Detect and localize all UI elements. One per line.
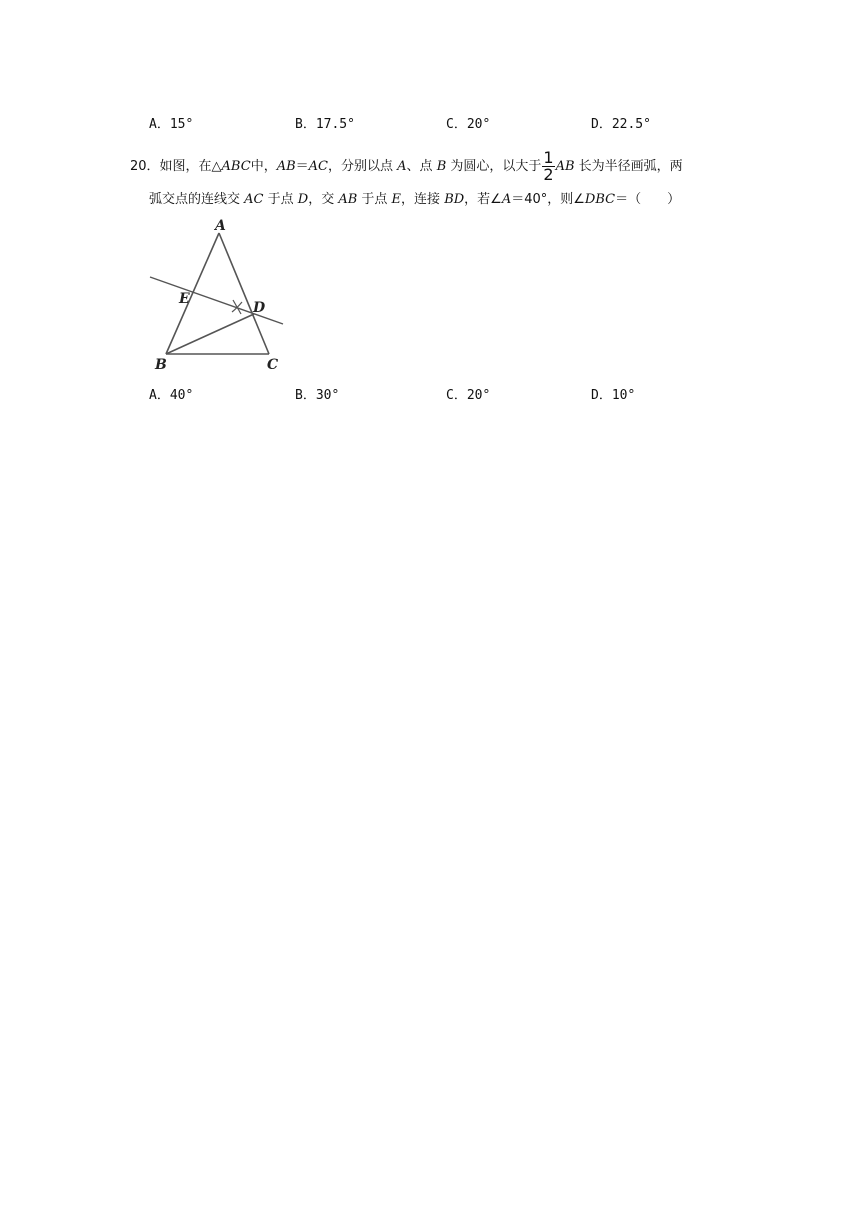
fraction-one-half xyxy=(542,150,554,183)
stem-text: 如图，在△ xyxy=(159,159,222,174)
stem-text: 中， xyxy=(250,159,277,174)
label-e: E xyxy=(179,291,190,307)
fraction-denominator: 2 xyxy=(543,165,554,184)
previous-question-options xyxy=(149,113,769,133)
segment-bd xyxy=(166,314,254,354)
side-ab xyxy=(166,233,219,354)
option-c[interactable]: C．20° xyxy=(446,388,491,403)
stem-text: ＝40°，则∠ xyxy=(511,192,585,207)
question-20-stem-line-2 xyxy=(149,190,680,210)
label-d: D xyxy=(253,300,266,316)
stem-var: ABC xyxy=(221,159,251,174)
option-c[interactable]: C．20° xyxy=(446,117,491,132)
triangle-figure xyxy=(140,212,300,377)
stem-var: AB xyxy=(555,159,575,174)
option-d[interactable]: D．10° xyxy=(591,388,636,403)
stem-text: ，分别以点 xyxy=(328,159,398,174)
triangle-diagram xyxy=(140,212,300,377)
label-c: C xyxy=(267,357,279,373)
stem-var: A xyxy=(397,159,407,174)
stem-text: 于点 xyxy=(357,192,392,207)
stem-text: 长为半径画弧，两 xyxy=(574,159,683,174)
stem-var: B xyxy=(436,159,447,174)
option-a[interactable]: A．40° xyxy=(149,388,194,403)
stem-var: BD xyxy=(444,192,465,207)
stem-text: 为圆心，以大于 xyxy=(446,159,542,174)
stem-var: D xyxy=(297,192,309,207)
stem-var: AC xyxy=(308,159,329,174)
label-a: A xyxy=(215,218,226,234)
stem-text: 、点 xyxy=(406,159,437,174)
stem-text: ，交 xyxy=(308,192,339,207)
stem-text: 于点 xyxy=(263,192,298,207)
option-d[interactable]: D．22.5° xyxy=(591,117,651,132)
stem-var: DBC xyxy=(584,192,616,207)
stem-var: AB xyxy=(276,159,296,174)
label-b: B xyxy=(155,357,167,373)
stem-var: AB xyxy=(338,192,358,207)
stem-text: ，若∠ xyxy=(464,192,502,207)
stem-var: E xyxy=(391,192,402,207)
stem-text: ＝（ ） xyxy=(615,192,681,207)
question-20-options xyxy=(149,384,769,404)
question-number: 20． xyxy=(130,159,160,174)
option-a[interactable]: A．15° xyxy=(149,117,194,132)
option-b[interactable]: B．17.5° xyxy=(295,117,355,132)
stem-var: A xyxy=(501,192,512,207)
stem-text: ，连接 xyxy=(401,192,445,207)
question-20-stem-line-1 xyxy=(130,150,683,183)
option-b[interactable]: B．30° xyxy=(295,388,340,403)
stem-text: 弧交点的连线交 xyxy=(149,192,245,207)
stem-text: ＝ xyxy=(295,159,309,174)
side-ac xyxy=(219,233,269,354)
stem-var: AC xyxy=(244,192,264,207)
fraction-numerator: 1 xyxy=(543,148,554,167)
